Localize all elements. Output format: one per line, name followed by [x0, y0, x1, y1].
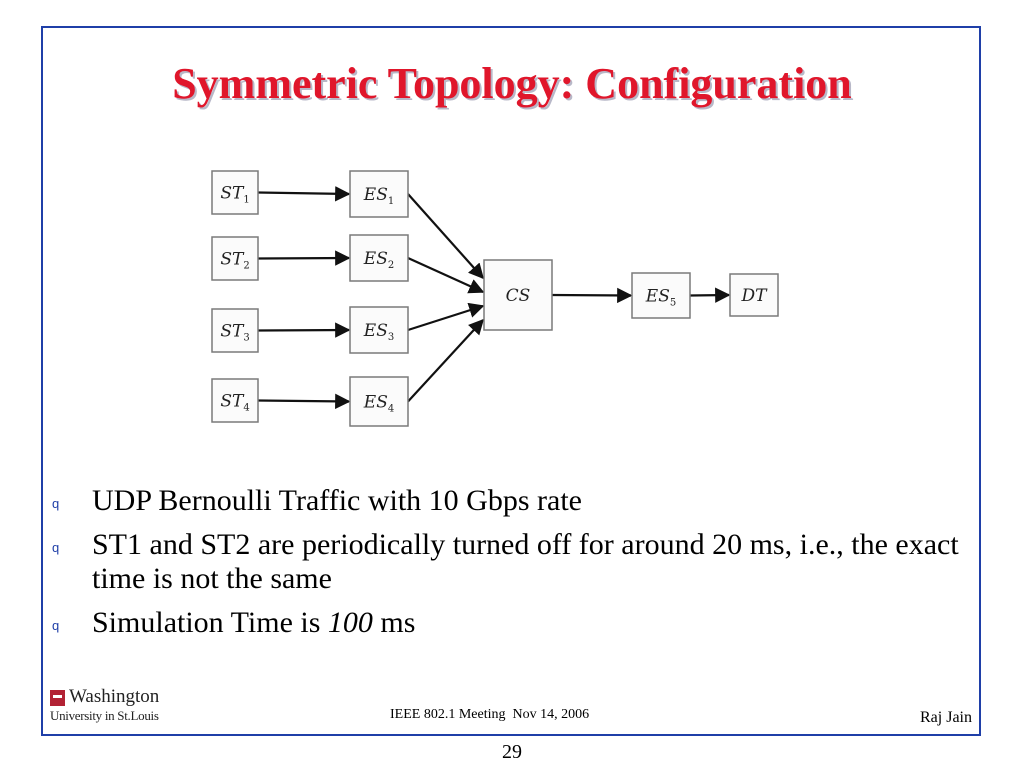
bullet-item-sim-time: [52, 606, 972, 640]
footer-author: Raj Jain: [920, 709, 972, 726]
edge-es2-cs: [408, 258, 483, 292]
bullet-list: [52, 484, 972, 650]
bullet-item-traffic: [52, 484, 972, 518]
node-es4: [350, 377, 408, 426]
node-label: $ES_5$: [645, 286, 677, 309]
edge-es1-cs: [408, 194, 483, 278]
logo-line1: Washington: [69, 686, 160, 707]
node-es5: [632, 273, 690, 318]
node-label: CS: [505, 286, 531, 306]
bullet-marker-icon: q: [52, 540, 60, 555]
page-number: 29: [502, 741, 522, 763]
edge-st4-es4: [258, 401, 349, 402]
footer-meeting: IEEE 802.1 Meeting Nov 14, 2006: [390, 707, 590, 722]
node-es3: [350, 307, 408, 353]
node-label: DT: [741, 286, 767, 306]
node-label: $ES_1$: [363, 185, 395, 207]
edge-es4-cs: [408, 320, 483, 402]
edge-st2-es2: [258, 258, 349, 259]
topology-diagram: [180, 150, 820, 450]
edge-st3-es3: [258, 330, 349, 331]
bullet-marker-icon: q: [52, 496, 60, 511]
slide-title: Symmetric Topology: Configuration: [172, 59, 852, 108]
edge-cs-es5: [552, 295, 631, 296]
bullet-text: ST1 and ST2 are periodically turned off for around 20 ms, i.e., the exact time is not the same: [92, 528, 959, 595]
node-label: $ST_3$: [220, 321, 250, 344]
node-label: $ST_1$: [220, 183, 250, 206]
edge-es5-dt: [690, 295, 729, 296]
bullet-text: UDP Bernoulli Traffic with 10 Gbps rate: [92, 484, 582, 517]
bullet-text-emphasis: 100: [327, 606, 373, 639]
bullet-text-prefix: Simulation Time is: [92, 606, 328, 639]
node-es2: [350, 235, 408, 281]
bullet-marker-icon: q: [52, 618, 60, 633]
node-label: $ST_4$: [220, 391, 250, 414]
logo-line2: University in St.Louis: [50, 708, 159, 723]
edge-es3-cs: [408, 306, 483, 330]
node-label: $ES_3$: [363, 321, 395, 343]
bullet-text-suffix: ms: [372, 606, 416, 639]
edge-st1-es1: [258, 193, 349, 195]
shield-icon: [50, 690, 65, 706]
node-st3: [212, 309, 258, 352]
node-st1: [212, 171, 258, 214]
node-label: $ES_4$: [363, 392, 395, 415]
node-layer: [212, 171, 778, 426]
node-st2: [212, 237, 258, 280]
bullet-item-turn-off: [52, 528, 972, 596]
node-es1: [350, 171, 408, 217]
node-label: $ES_2$: [363, 249, 395, 271]
node-dt: [730, 274, 778, 316]
university-logo: [50, 688, 200, 728]
node-cs: [484, 260, 552, 330]
node-st4: [212, 379, 258, 422]
node-label: $ST_2$: [220, 249, 250, 272]
